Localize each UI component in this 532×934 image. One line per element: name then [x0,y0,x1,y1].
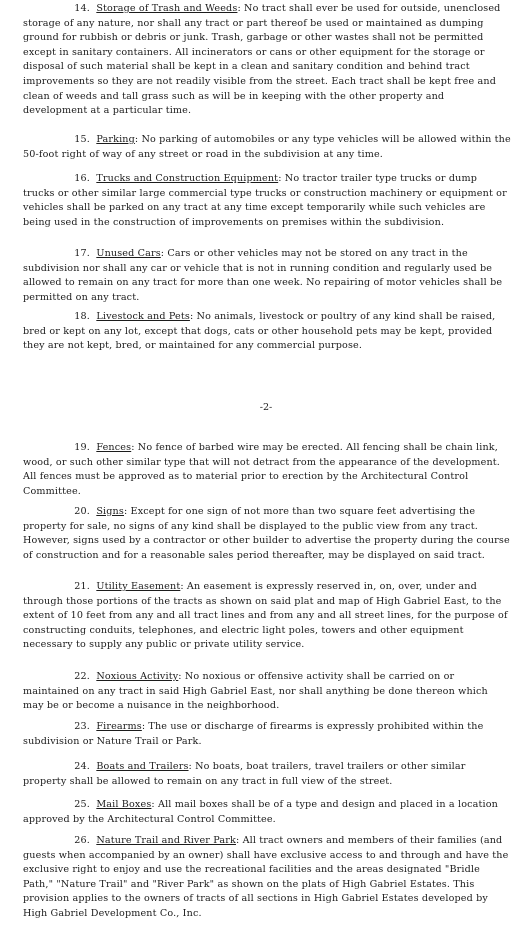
paragraph-text: : Cars or other vehicles may not be stored on any tract in the subdivision nor shall any car or vehicle that is not in running condition and regularly used be allowed to remain on any tract for more than one week. No repairing of motor vehicles shall be permitted on any tract. [23,248,503,303]
paragraph-text: : All mail boxes shall be of a type and design and placed in a location approved by the Architectural Control Committee. [23,799,499,825]
paragraph-number: 22. [74,671,90,682]
paragraph-text: : No animals, livestock or poultry of any kind shall be raised, bred or kept on any lot, except that dogs, cats or other household pets may be kept, provided they are not kept, bred, or maintained for any commercial purpose. [23,311,496,352]
paragraph-heading: Signs [96,506,124,517]
paragraph-number: 19. [74,442,90,453]
paragraph-noxious-activity [23,670,511,714]
paragraph-number: 20. [74,506,90,517]
paragraph-text: : No tractor trailer type trucks or dump trucks or other similar large commercial type trucks or construction machinery or equipment or vehicles shall be parked on any tract at any time except temporarily while such vehicles are being used in the construction of improvements on premises within the subdivision. [23,173,507,228]
paragraph-storage-of-trash-and-weeds [23,2,511,119]
paragraph-number: 16. [74,173,90,184]
page-number: -2- [259,402,273,413]
paragraph-text: : All tract owners and members of their families (and guests when accompanied by an owner) shall have exclusive access to and through and have the exclusive right to enjoy and use the recreational facilities and the areas designated "Bridle Path," "Nature Trail" and "River Park" as shown on the plats of High Gabriel Estates. This provision applies to the owners of tracts of all sections in High Gabriel Estates developed by High Gabriel Development Co., Inc. [23,835,509,919]
paragraph-trucks-and-construction-equipment [23,172,511,230]
paragraph-utility-easement [23,580,511,653]
paragraph-number: 21. [74,581,90,592]
paragraph-boats-and-trailers [23,760,511,789]
paragraph-number: 25. [74,799,90,810]
paragraph-number: 24. [74,761,90,772]
paragraph-livestock-and-pets [23,310,511,354]
paragraph-unused-cars [23,247,511,305]
paragraph-number: 23. [74,721,90,732]
paragraph-heading: Trucks and Construction Equipment [96,173,279,184]
paragraph-firearms [23,720,511,749]
paragraph-text: : No tract shall ever be used for outside, unenclosed storage of any nature, nor shall any tract or part thereof be used or maintained as dumping ground for rubbish or debris or junk. Trash, garbage or other wastes shall not be permitted except in sanitary containers. All incinerators or cans or other equipment for the storage or disposal of such material shall be kept in a clean and sanitary condition and behind tract improvements so they are not readily visible from the street. Each tract shall be kept free and clean of weeds and tall grass such as will be in keeping with the other property and development at a particular time. [23,3,501,117]
paragraph-heading: Mail Boxes [96,799,152,810]
paragraph-text: : The use or discharge of firearms is expressly prohibited within the subdivision or Nature Trail or Park. [23,721,484,747]
paragraph-number: 14. [74,3,90,14]
paragraph-fences [23,441,511,499]
paragraph-heading: Unused Cars [96,248,161,259]
paragraph-heading: Noxious Activity [96,671,179,682]
paragraph-text: : No parking of automobiles or any type vehicles will be allowed within the 50-foot right of way of any street or road in the subdivision at any time. [23,134,511,160]
paragraph-text: : An easement is expressly reserved in, on, over, under and through those portions of the tracts as shown on said plat and map of High Gabriel East, to the extent of 10 feet from any and all tract lines and from any and all street lines, for the purpose of constructing conduits, telephones, and electric light poles, towers and other equipment necessary to supply any public or private utility service. [23,581,508,651]
paragraph-heading: Nature Trail and River Park [96,835,236,846]
paragraph-text: : No boats, boat trailers, travel trailers or other similar property shall be allowed to remain on any tract in full view of the street. [23,761,466,787]
paragraph-number: 17. [74,248,90,259]
paragraph-mail-boxes [23,798,511,827]
paragraph-heading: Fences [96,442,132,453]
paragraph-heading: Livestock and Pets [96,311,190,322]
paragraph-text: : No fence of barbed wire may be erected. All fencing shall be chain link, wood, or such other similar type that will not detract from the appearance of the development. All fences must be approved as to material prior to erection by the Architectural Control Committee. [23,442,501,497]
paragraph-heading: Parking [96,134,135,145]
paragraph-heading: Firearms [96,721,142,732]
paragraph-heading: Utility Easement [96,581,181,592]
paragraph-signs [23,505,511,563]
paragraph-number: 18. [74,311,90,322]
paragraph-text: : Except for one sign of not more than two square feet advertising the property for sale, no signs of any kind shall be displayed to the public view from any tract. However, signs used by a contractor or other builder to advertise the property during the course of construction and for a reasonable sales period thereafter, may be displayed on said tract. [23,506,510,561]
paragraph-nature-trail-and-river-park [23,834,511,922]
paragraph-text: : No noxious or offensive activity shall be carried on or maintained on any tract in said High Gabriel East, nor shall anything be done thereon which may be or become a nuisance in the neighborhood. [23,671,488,712]
paragraph-number: 15. [74,134,90,145]
paragraph-parking [23,133,511,162]
paragraph-heading: Storage of Trash and Weeds [96,3,238,14]
paragraph-number: 26. [74,835,90,846]
paragraph-heading: Boats and Trailers [96,761,189,772]
